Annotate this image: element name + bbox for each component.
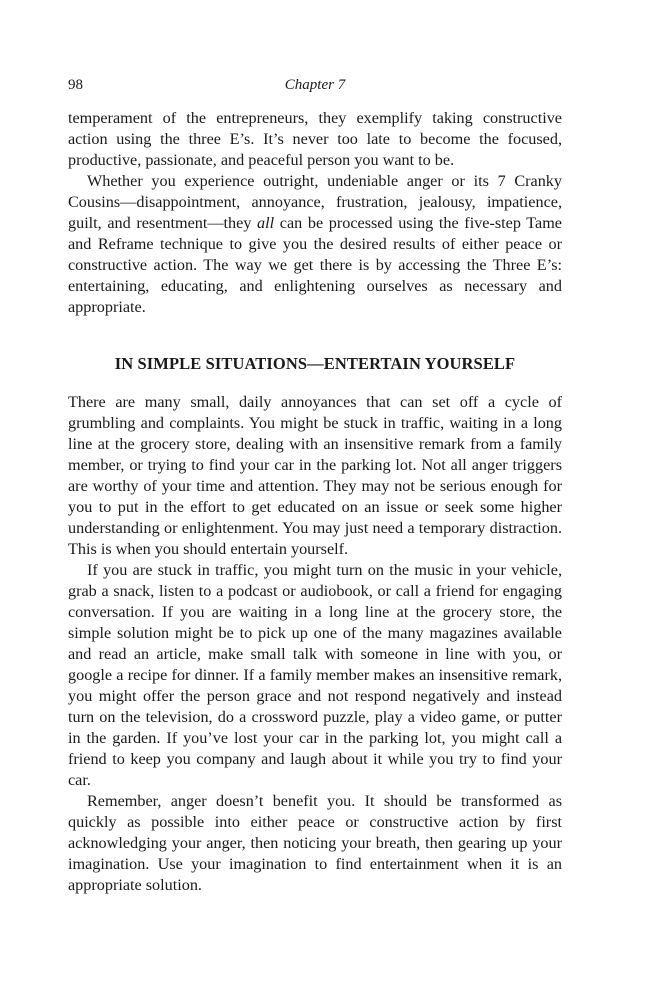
intro-p2-text-b: can be processed using the five-step Tame and Reframe technique to give you the desired results of either peace or constructive action. The way we get there is by accessing the Three E’s: entertaining, educating, and enlightening ourselves as necessary and appropriate. [68,214,562,316]
page-number: 98 [68,77,83,93]
section-paragraph-2: If you are stuck in traffic, you might turn on the music in your vehicle, grab a snack, listen to a podcast or audiobook, or call a friend for engaging conversation. If you are waiting in a long line at the grocery store, the simple solution might be to pick up one of the many magazines available and read an article, make small talk with someone in line with you, or google a recipe for dinner. If a family member makes an insensitive remark, you might offer the person grace and not respond negatively and instead turn on the television, do a crossword puzzle, play a video game, or putter in the garden. If you’ve lost your car in the parking lot, you might call a friend to keep you company and laugh about it while you try to find your car. [68,561,562,789]
intro-p2-emphasis: all [257,214,275,232]
section-heading: IN SIMPLE SITUATIONS—ENTERTAIN YOURSELF [114,354,516,373]
chapter-running-title: Chapter 7 [284,77,346,93]
intro-p2-text-a: Whether you experience outright, undeniable anger or its 7 Cranky Cousins—disappointment, annoyance, frustration, jealousy, impatience, guilt, and resentment—they [68,172,562,232]
intro-paragraph-2 [68,171,562,318]
section-paragraph-1: There are many small, daily annoyances that can set off a cycle of grumbling and complaints. You might be stuck in traffic, waiting in a long line at the grocery store, dealing with an insensitive remark from a family member, or trying to find your car in the parking lot. Not all anger triggers are worthy of your time and attention. They may not be serious enough for you to put in the effort to get educated on an issue or seek some higher understanding or enlightenment. You may just need a temporary distraction. This is when you should entertain yourself. [68,393,562,558]
section-paragraph-3: Remember, anger doesn’t benefit you. It should be transformed as quickly as possible into either peace or constructive action by first acknowledging your anger, then noticing your breath, then gearing up your imagination. Use your imagination to find entertainment when it is an appropriate solution. [68,792,562,894]
page-body [68,108,562,896]
book-page [68,74,562,896]
running-head [68,74,562,96]
intro-paragraph-continued: temperament of the entrepreneurs, they exemplify taking constructive action using the three E’s. It’s never too late to become the focused, productive, passionate, and peaceful person you want to be. [68,109,562,169]
